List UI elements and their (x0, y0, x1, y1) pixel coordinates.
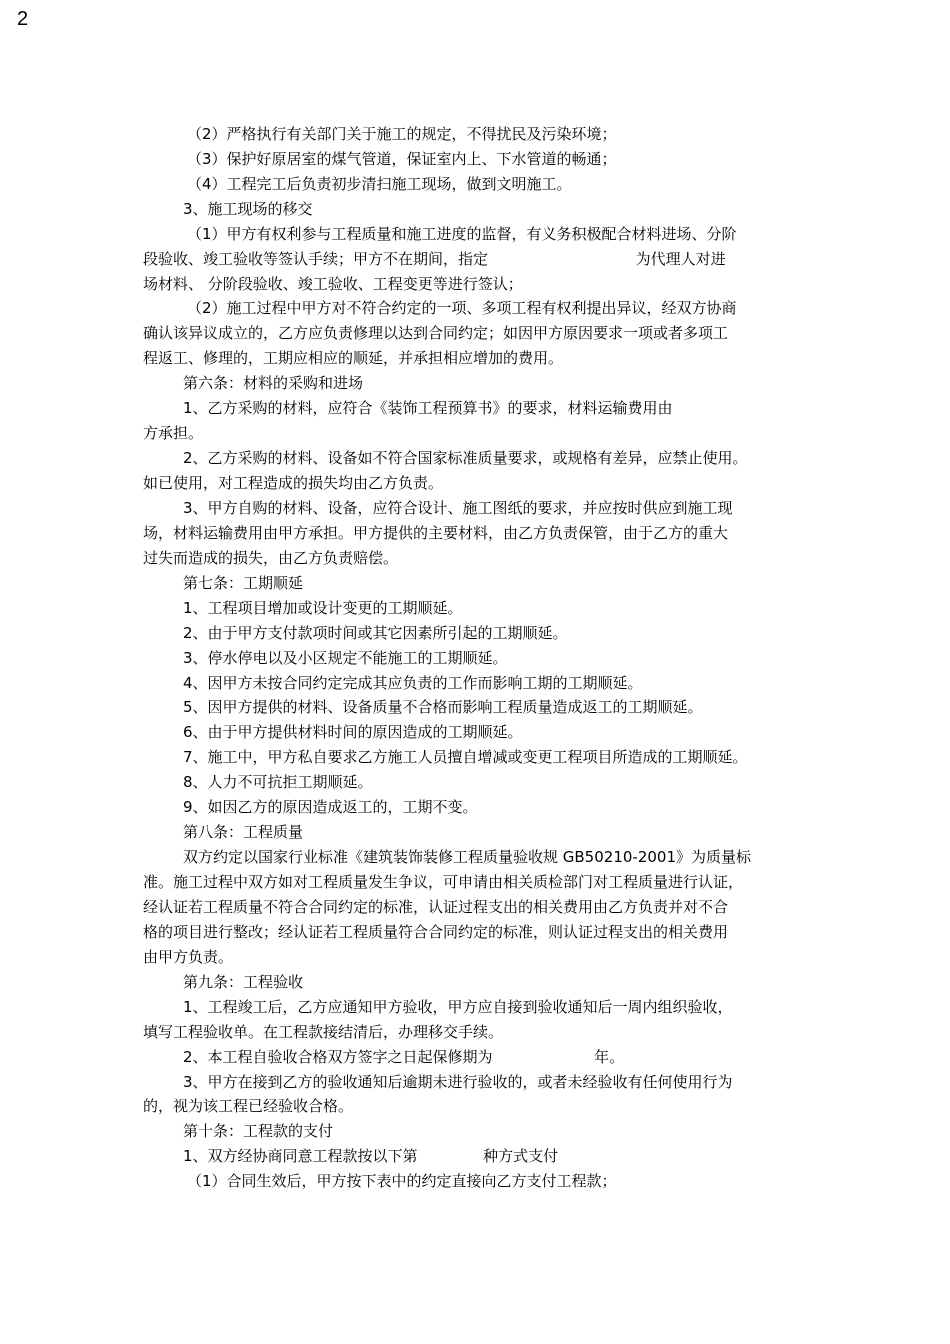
text-line: 1、工程竣工后，乙方应通知甲方验收，甲方应自接到验收通知后一周内组织验收， (183, 998, 733, 1016)
text-segment: 2、本工程自验收合格双方签字之日起保修期为 (183, 1048, 493, 1066)
text-line: （4）工程完工后负责初步清扫施工现场，做到文明施工。 (187, 175, 572, 193)
text-line: 7、施工中，甲方私自要求乙方施工人员擅自增减或变更工程项目所造成的工期顺延。 (183, 748, 748, 766)
text-line (183, 1146, 558, 1166)
text-line: 格的项目进行整改；经认证若工程质量符合合同约定的标准，则认证过程支出的相关费用 (143, 923, 729, 941)
text-line: 确认该异议成立的，乙方应负责修理以达到合同约定；如因甲方原因要求一项或者多项工 (143, 324, 729, 342)
text-line: 3、施工现场的移交 (183, 200, 313, 218)
text-line: 由甲方负责。 (143, 948, 234, 966)
text-line: 3、甲方自购的材料、设备，应符合设计、施工图纸的要求，并应按时供应到施工现 (183, 499, 733, 517)
text-line: 4、因甲方未按合同约定完成其应负责的工作而影响工期的工期顺延。 (183, 674, 643, 692)
text-line: 2、乙方采购的材料、设备如不符合国家标准质量要求，或规格有差异，应禁止使用。 (183, 449, 748, 467)
text-line: 8、人力不可抗拒工期顺延。 (183, 773, 373, 791)
section-heading: 第六条：材料的采购和进场 (183, 374, 364, 392)
text-line: （3）保护好原居室的煤气管道，保证室内上、下水管道的畅通； (187, 150, 617, 168)
text-line: 场材料、 分阶段验收、竣工验收、工程变更等进行签认； (143, 275, 523, 293)
text-line: 程返工、修理的，工期应相应的顺延，并承担相应增加的费用。 (143, 349, 564, 367)
text-line: 场，材料运输费用由甲方承担。甲方提供的主要材料，由乙方负责保管，由于乙方的重大 (143, 524, 729, 542)
text-line: （2）施工过程中甲方对不符合约定的一项、多项工程有权利提出异议，经双方协商 (187, 299, 737, 317)
text-line: 双方约定以国家行业标准《建筑装饰装修工程质量验收规 GB50210-2001》为质量标 (183, 848, 751, 866)
text-segment: 1、双方经协商同意工程款按以下第 (183, 1147, 418, 1165)
text-segment: 为代理人对进 (635, 250, 726, 268)
text-line (143, 249, 726, 269)
text-line (183, 1047, 624, 1067)
page-number: 2 (17, 8, 29, 30)
text-line: 3、停水停电以及小区规定不能施工的工期顺延。 (183, 649, 508, 667)
text-line: （1）甲方有权利参与工程质量和施工进度的监督，有义务积极配合材料进场、分阶 (187, 225, 737, 243)
text-segment: 段验收、竣工验收等签认手续；甲方不在期间，指定 (143, 250, 489, 268)
text-line: 3、甲方在接到乙方的验收通知后逾期未进行验收的，或者未经验收有任何使用行为 (183, 1073, 733, 1091)
section-heading: 第八条：工程质量 (183, 823, 304, 841)
section-heading: 第九条：工程验收 (183, 973, 304, 991)
text-line: （2）严格执行有关部门关于施工的规定，不得扰民及污染环境； (187, 125, 617, 143)
text-line: 1、乙方采购的材料，应符合《装饰工程预算书》的要求，材料运输费用由 (183, 399, 673, 417)
text-line: 1、工程项目增加或设计变更的工期顺延。 (183, 599, 463, 617)
text-segment: 种方式支付 (483, 1147, 559, 1165)
text-segment: 年。 (594, 1048, 625, 1066)
text-line: 的，视为该工程已经验收合格。 (143, 1097, 354, 1115)
text-line: 5、因甲方提供的材料、设备质量不合格而影响工程质量造成返工的工期顺延。 (183, 698, 703, 716)
text-line: 经认证若工程质量不符合合同约定的标准，认证过程支出的相关费用由乙方负责并对不合 (143, 898, 729, 916)
text-line: 9、如因乙方的原因造成返工的，工期不变。 (183, 798, 478, 816)
section-heading: 第七条：工期顺延 (183, 574, 304, 592)
text-line: 如已使用，对工程造成的损失均由乙方负责。 (143, 474, 444, 492)
text-line: （1）合同生效后，甲方按下表中的约定直接向乙方支付工程款； (187, 1172, 617, 1190)
text-line: 6、由于甲方提供材料时间的原因造成的工期顺延。 (183, 723, 523, 741)
section-heading: 第十条：工程款的支付 (183, 1122, 334, 1140)
text-line: 过失而造成的损失，由乙方负责赔偿。 (143, 549, 399, 567)
text-line: 准。施工过程中双方如对工程质量发生争议，可申请由相关质检部门对工程质量进行认证， (143, 873, 744, 891)
text-line: 填写工程验收单。在工程款接结清后，办理移交手续。 (143, 1023, 504, 1041)
text-line: 2、由于甲方支付款项时间或其它因素所引起的工期顺延。 (183, 624, 568, 642)
text-line: 方承担。 (143, 424, 204, 442)
